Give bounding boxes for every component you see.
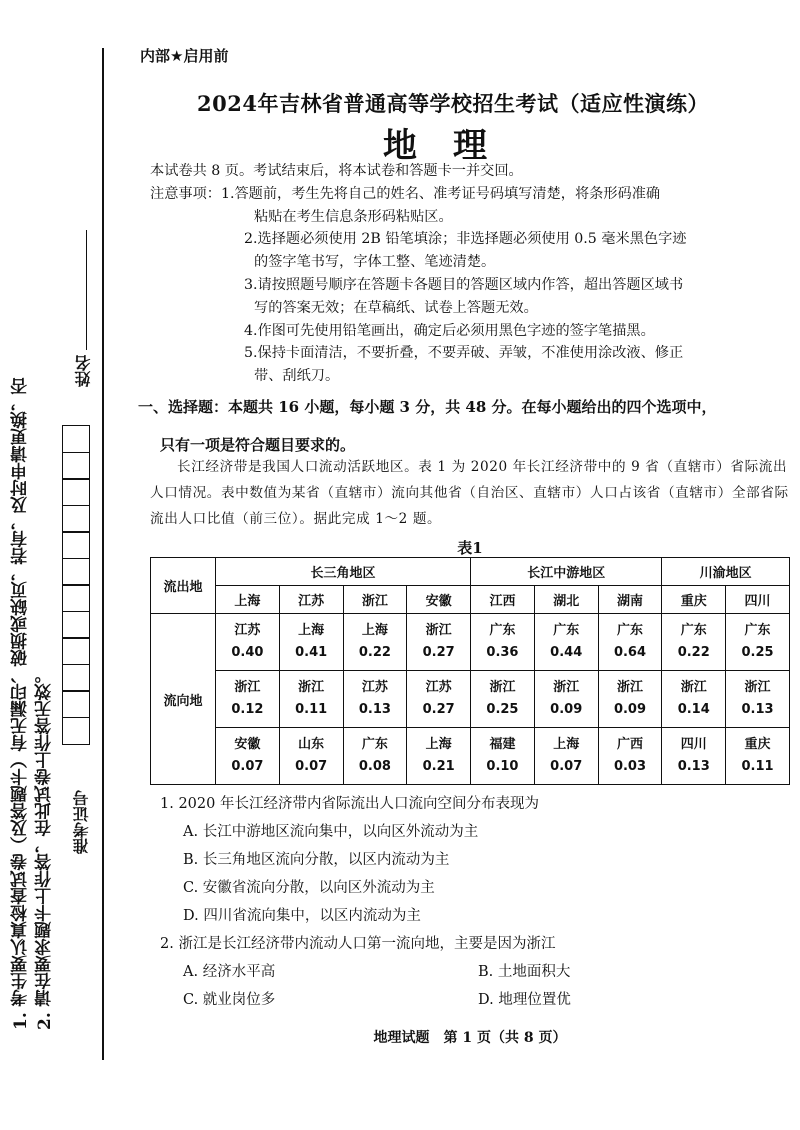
outflow-ratio: 0.09 xyxy=(550,702,583,717)
destination-name: 浙江 xyxy=(489,680,516,695)
name-label: 姓名 xyxy=(74,355,93,387)
id-box[interactable] xyxy=(62,584,90,612)
destination-name: 浙江 xyxy=(425,623,452,638)
table-cell xyxy=(534,728,598,785)
outflow-ratio: 0.08 xyxy=(358,759,391,774)
outflow-ratio: 0.12 xyxy=(231,702,264,717)
destination-name: 安徽 xyxy=(234,737,261,752)
outflow-ratio: 0.25 xyxy=(741,645,774,660)
destination-name: 江苏 xyxy=(234,623,261,638)
exam-notes xyxy=(150,160,790,388)
outflow-ratio: 0.14 xyxy=(677,702,710,717)
destination-name: 上海 xyxy=(425,737,452,752)
reading-passage: 长江经济带是我国人口流动活跃地区。表 1 为 2020 年长江经济带中的 9 省（直辖市）省际流出人口情况。表中数值为某省（直辖市）流向其他省（自治区、直辖市）人口占该省（直辖市）全部省际流出人口比值（前三位）。据此完成 1～2 题。 xyxy=(150,459,789,527)
table-cell xyxy=(662,671,726,728)
question-1-option-d: D. 四川省流向集中，以区内流动为主 xyxy=(183,908,421,924)
table-cell xyxy=(407,728,471,785)
outflow-ratio: 0.21 xyxy=(422,759,455,774)
outflow-ratio: 0.27 xyxy=(422,645,455,660)
notes-item-3-cont: 写的答案无效；在草稿纸、试卷上答题无效。 xyxy=(254,299,538,316)
id-box[interactable] xyxy=(62,452,90,480)
table-cell xyxy=(726,614,790,671)
notes-item-5: 5.保持卡面清洁，不要折叠，不要弄破、弄皱，不准使用涂改液、修正 xyxy=(244,345,684,362)
id-box[interactable] xyxy=(62,690,90,718)
outflow-ratio: 0.40 xyxy=(231,645,264,660)
page-footer: 地理试题 第 1 页（共 8 页） xyxy=(373,1030,567,1046)
destination-name: 四川 xyxy=(680,737,707,752)
population-flow-table xyxy=(150,557,790,785)
destination-name: 上海 xyxy=(361,623,388,638)
table-cell xyxy=(343,614,407,671)
id-box[interactable] xyxy=(62,717,90,745)
table-cell xyxy=(216,728,280,785)
province-header: 江西 xyxy=(471,586,535,614)
destination-name: 上海 xyxy=(553,737,580,752)
notes-label: 注意事项： xyxy=(150,185,221,202)
province-header: 湖北 xyxy=(534,586,598,614)
outflow-ratio: 0.64 xyxy=(613,645,647,660)
table-cell xyxy=(662,614,726,671)
binding-notice-1: 1. 考生要认真检查试卷（及答题卡）有无漏印、破损或缺页，若有，及时申请更换，否 xyxy=(11,377,31,1030)
table-cell xyxy=(216,671,280,728)
destination-name: 广东 xyxy=(361,737,388,752)
table-cell xyxy=(343,728,407,785)
question-1-stem: 1. 2020 年长江经济带内省际流出人口流向空间分布表现为 xyxy=(160,796,539,812)
table-region-row xyxy=(151,558,790,586)
table-cell xyxy=(726,728,790,785)
table-cell xyxy=(279,671,343,728)
table-province-row xyxy=(151,586,790,614)
binding-notice-2: 2. 请在要求题卡上作答，在此试卷上作答无效。 xyxy=(35,666,55,1030)
outflow-ratio: 0.22 xyxy=(677,645,710,660)
table-body xyxy=(151,614,790,785)
region-header: 长三角地区 xyxy=(216,558,471,586)
outflow-ratio: 0.25 xyxy=(486,702,519,717)
table-cell xyxy=(471,671,535,728)
region-header: 长江中游地区 xyxy=(471,558,662,586)
destination-name: 浙江 xyxy=(616,680,643,695)
binding-line xyxy=(102,48,104,1060)
outflow-ratio: 0.07 xyxy=(231,759,264,774)
id-box[interactable] xyxy=(62,531,90,559)
province-header: 江苏 xyxy=(279,586,343,614)
destination-name: 浙江 xyxy=(680,680,707,695)
destination-name: 江苏 xyxy=(425,680,452,695)
destination-name: 山东 xyxy=(298,737,325,752)
table-cell xyxy=(534,614,598,671)
table-cell xyxy=(471,728,535,785)
question-2-option-c: C. 就业岗位多 xyxy=(183,992,276,1008)
table-cell xyxy=(662,728,726,785)
table-cell xyxy=(407,614,471,671)
destination-name: 广东 xyxy=(680,623,707,638)
id-box[interactable] xyxy=(62,637,90,665)
outflow-ratio: 0.13 xyxy=(358,702,391,717)
notes-item-2: 2.选择题必须使用 2B 铅笔填涂；非选择题必须使用 0.5 毫米黑色字迹 xyxy=(244,231,687,248)
question-1-option-c: C. 安徽省流向分散，以向区外流动为主 xyxy=(183,880,435,896)
notes-intro: 本试卷共 8 页。考试结束后，将本试卷和答题卡一并交回。 xyxy=(150,163,523,179)
province-header: 安徽 xyxy=(407,586,471,614)
table-cell xyxy=(726,671,790,728)
question-1-option-b: B. 长三角地区流向分散，以区内流动为主 xyxy=(183,852,450,868)
table-cell xyxy=(216,614,280,671)
table-row-header: 流向地 xyxy=(151,614,216,785)
outflow-ratio: 0.07 xyxy=(550,759,583,774)
outflow-ratio: 0.36 xyxy=(486,645,519,660)
outflow-ratio: 0.10 xyxy=(486,759,519,774)
destination-name: 浙江 xyxy=(744,680,771,695)
question-2-stem: 2. 浙江是长江经济带内流动人口第一流向地，主要是因为浙江 xyxy=(160,936,556,952)
table-cell xyxy=(407,671,471,728)
notes-item-2-cont: 的签字笔书写，字体工整、笔迹清楚。 xyxy=(254,254,496,271)
table-cell xyxy=(279,614,343,671)
region-header: 川渝地区 xyxy=(662,558,790,586)
section-line-2: 只有一项是符合题目要求的。 xyxy=(160,436,356,454)
exam-title: 2024年吉林省普通高等学校招生考试（适应性演练） xyxy=(197,91,709,116)
province-header: 四川 xyxy=(726,586,790,614)
id-box[interactable] xyxy=(62,478,90,506)
question-2-option-d: D. 地理位置优 xyxy=(478,992,571,1008)
notes-item-1: 注意事项：1.答题前，考生先将自己的姓名、准考证号码填写清楚，将条形码准确 xyxy=(150,185,661,202)
outflow-ratio: 0.41 xyxy=(295,645,328,660)
id-box[interactable] xyxy=(62,611,90,639)
name-underline xyxy=(86,230,87,350)
table-caption: 表1 xyxy=(457,539,483,557)
province-header: 浙江 xyxy=(343,586,407,614)
table-cell xyxy=(343,671,407,728)
question-1-option-a: A. 长江中游地区流向集中，以向区外流动为主 xyxy=(183,824,479,840)
destination-name: 广东 xyxy=(616,623,643,638)
table-cell xyxy=(534,671,598,728)
notes-item-3: 3.请按照题号顺序在答题卡各题目的答题区域内作答，超出答题区域书 xyxy=(244,276,684,293)
outflow-ratio: 0.09 xyxy=(613,702,647,717)
table-cell xyxy=(598,671,662,728)
confidential-mark: 内部★启用前 xyxy=(140,47,229,65)
notes-item-1-cont: 粘贴在考生信息条形码粘贴区。 xyxy=(254,208,453,225)
outflow-ratio: 0.03 xyxy=(613,759,647,774)
id-box[interactable] xyxy=(62,558,90,586)
id-box[interactable] xyxy=(62,425,90,453)
id-number-boxes xyxy=(62,425,92,743)
exam-id-label: 准考证号 xyxy=(72,790,91,854)
outflow-ratio: 0.11 xyxy=(295,702,328,717)
table-cell xyxy=(598,614,662,671)
destination-name: 上海 xyxy=(298,623,325,638)
section-heading xyxy=(138,388,788,464)
question-2-option-a: A. 经济水平高 xyxy=(183,964,276,980)
table-cell xyxy=(471,614,535,671)
destination-name: 广西 xyxy=(616,737,643,752)
destination-name: 浙江 xyxy=(298,680,325,695)
question-2-option-b: B. 土地面积大 xyxy=(478,964,571,980)
table-cell xyxy=(598,728,662,785)
section-line-1: 一、选择题：本题共 16 小题，每小题 3 分，共 48 分。在每小题给出的四个选项中， xyxy=(138,398,717,416)
province-header: 重庆 xyxy=(662,586,726,614)
destination-name: 广东 xyxy=(553,623,580,638)
id-box[interactable] xyxy=(62,505,90,533)
destination-name: 重庆 xyxy=(744,737,771,752)
notes-item-4: 4.作图可先使用铅笔画出，确定后必须用黑色字迹的签字笔描黑。 xyxy=(244,322,655,339)
outflow-ratio: 0.44 xyxy=(550,645,583,660)
destination-name: 福建 xyxy=(489,737,516,752)
destination-name: 广东 xyxy=(489,623,516,638)
destination-name: 江苏 xyxy=(361,680,388,695)
table-row xyxy=(151,614,790,671)
outflow-ratio: 0.27 xyxy=(422,702,455,717)
outflow-ratio: 0.22 xyxy=(358,645,391,660)
notes-item-5-cont: 带、刮纸刀。 xyxy=(254,368,340,385)
outflow-ratio: 0.13 xyxy=(677,759,710,774)
subject-title: 地理 xyxy=(383,126,523,166)
table-cell xyxy=(279,728,343,785)
table-row xyxy=(151,671,790,728)
province-header: 湖南 xyxy=(598,586,662,614)
destination-name: 浙江 xyxy=(553,680,580,695)
outflow-ratio: 0.11 xyxy=(741,759,774,774)
id-box[interactable] xyxy=(62,664,90,692)
table-corner-header: 流出地 xyxy=(151,558,216,614)
destination-name: 广东 xyxy=(744,623,771,638)
questions xyxy=(160,790,780,1014)
table-row xyxy=(151,728,790,785)
province-header: 上海 xyxy=(216,586,280,614)
outflow-ratio: 0.07 xyxy=(295,759,328,774)
destination-name: 浙江 xyxy=(234,680,261,695)
outflow-ratio: 0.13 xyxy=(741,702,774,717)
